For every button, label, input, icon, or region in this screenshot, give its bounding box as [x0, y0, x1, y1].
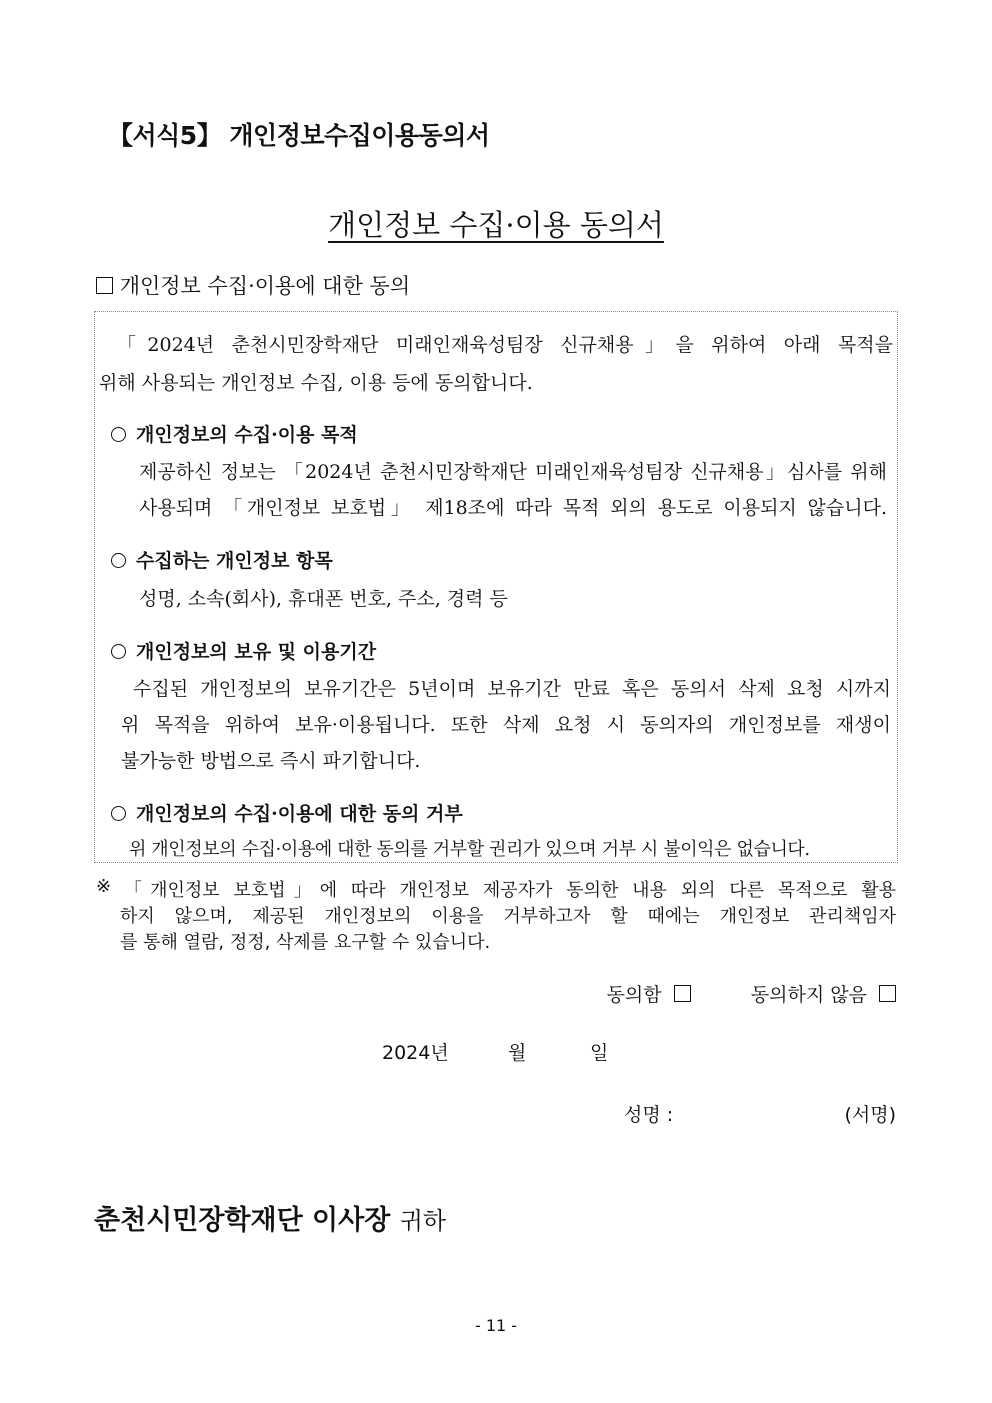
square-bullet-icon [96, 277, 113, 294]
date-day: 일 [590, 1042, 609, 1064]
notice-mark: ※ [96, 876, 112, 897]
item-1-heading [111, 420, 358, 447]
notice-line-1: 「개인정보 보호법」에 따라 개인정보 제공자가 동의한 내용 외의 다른 목적으로 활용 [124, 880, 896, 901]
circle-bullet-icon [111, 644, 126, 659]
notice-line-2: 하지 않으며, 제공된 개인정보의 이용을 거부하고자 할 때에는 개인정보 관리책임자 [120, 906, 896, 927]
recipient-suffix: 귀하 [399, 1207, 447, 1235]
page-number: - 11 - [474, 1316, 518, 1335]
item-4-heading [111, 799, 463, 826]
agree-checkbox[interactable] [674, 985, 691, 1002]
disagree-checkbox[interactable] [879, 985, 896, 1002]
recipient [94, 1198, 446, 1237]
item-3-heading [111, 637, 376, 664]
section-heading [96, 270, 410, 300]
agree-label: 동의함 [606, 984, 662, 1006]
disagree-label: 동의하지 않음 [750, 984, 867, 1006]
item-4-line-1: 위 개인정보의 수집·이용에 대한 동의를 거부할 권리가 있으며 거부 시 불이익은 없습니다. [129, 839, 810, 860]
item-3-line-1: 수집된 개인정보의 보유기간은 5년이며 보유기간 만료 혹은 동의서 삭제 요청 시까지 [133, 678, 891, 700]
item-1-line-1: 제공하신 정보는 「2024년 춘천시민장학재단 미래인재육성팀장 신규채용」심사를 위해 [139, 461, 887, 483]
form-label: 【서식5】 개인정보수집이용동의서 [108, 121, 490, 150]
circle-bullet-icon [111, 427, 126, 442]
item-2-line-1: 성명, 소속(회사), 휴대폰 번호, 주소, 경력 등 [139, 588, 508, 610]
intro-line-2: 위해 사용되는 개인정보 수집, 이용 등에 동의합니다. [99, 372, 533, 394]
signature-name-label: 성명 : [624, 1104, 674, 1126]
intro-line-1: 「2024년 춘천시민장학재단 미래인재육성팀장 신규채용」을 위하여 아래 목적을 [117, 334, 893, 356]
item-3-heading-text: 개인정보의 보유 및 이용기간 [136, 641, 377, 663]
recipient-name: 춘천시민장학재단 이사장 [94, 1205, 391, 1236]
item-3-line-2: 위 목적을 위하여 보유·이용됩니다. 또한 삭제 요청 시 동의자의 개인정보를 재생이 [121, 714, 891, 736]
item-4-heading-text: 개인정보의 수집·이용에 대한 동의 거부 [136, 803, 463, 825]
notice [96, 876, 896, 954]
item-2-heading [111, 546, 333, 573]
item-2-heading-text: 수집하는 개인정보 항목 [136, 550, 333, 572]
document-title [0, 203, 992, 244]
item-1-line-2: 사용되며 「개인정보 보호법」 제18조에 따라 목적 외의 용도로 이용되지 않습니다. [139, 497, 887, 519]
date-year: 2024년 [382, 1042, 449, 1064]
item-3-line-3: 불가능한 방법으로 즉시 파기합니다. [121, 750, 421, 772]
signature-mark: (서명) [844, 1104, 896, 1126]
circle-bullet-icon [111, 553, 126, 568]
circle-bullet-icon [111, 806, 126, 821]
consent-details-box [94, 311, 898, 863]
document-title-text: 개인정보 수집·이용 동의서 [328, 208, 664, 242]
notice-line-3: 를 통해 열람, 정정, 삭제를 요구할 수 있습니다. [120, 932, 491, 953]
consent-options [607, 980, 896, 1007]
item-1-heading-text: 개인정보의 수집·이용 목적 [136, 424, 358, 446]
date-month: 월 [508, 1042, 527, 1064]
section-heading-text: 개인정보 수집·이용에 대한 동의 [119, 274, 411, 298]
